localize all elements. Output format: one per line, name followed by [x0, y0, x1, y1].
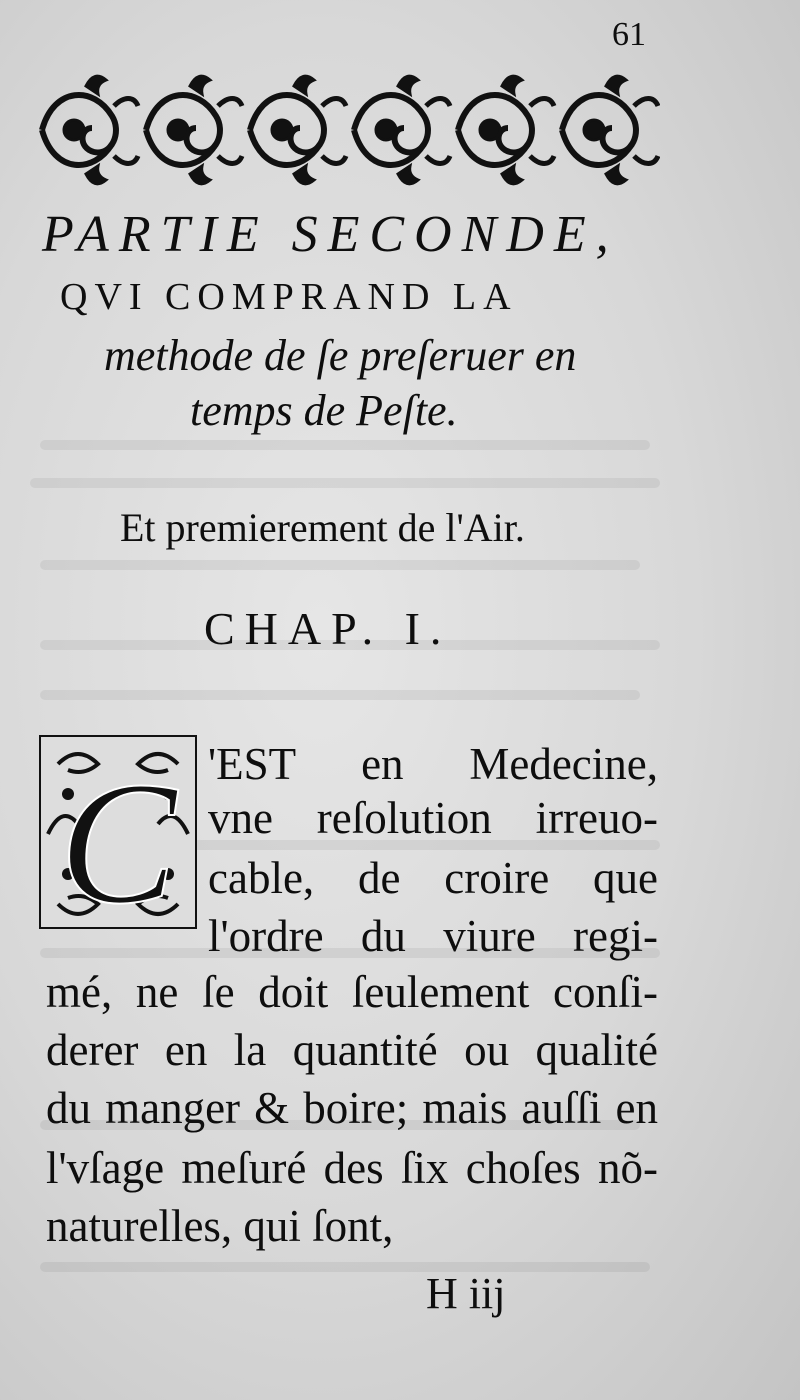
fleuron-headpiece-ornament — [34, 66, 660, 194]
body-line-7: du manger & boire; mais auſſi en — [46, 1083, 658, 1133]
body-line-3: cable, de croire que — [208, 853, 658, 903]
body-line-6: derer en la quantité ou qualité — [46, 1025, 658, 1075]
section-title-line-1: PARTIE SECONDE, — [42, 206, 619, 263]
section-subtitle: Et premierement de l'Air. — [120, 505, 525, 550]
drop-cap-letter: C — [59, 746, 177, 930]
body-line-5: mé, ne ſe doit ſeulement conſi- — [46, 967, 658, 1017]
section-title-line-2: QVI COMPRAND LA — [60, 276, 518, 318]
body-line-9: naturelles, qui ſont, — [46, 1201, 394, 1251]
body-line-2: vne reſolution irreuo- — [208, 793, 658, 843]
body-line-8: l'vſage meſuré des ſix choſes nõ- — [46, 1143, 658, 1193]
signature-mark: H iij — [426, 1269, 506, 1318]
body-line-4: l'ordre du viure regi- — [208, 911, 658, 961]
page-number: 61 — [612, 16, 646, 53]
chapter-heading: CHAP. I. — [204, 603, 452, 654]
body-line-1: 'EST en Medecine, — [208, 739, 658, 789]
decorated-initial-c-icon — [38, 734, 198, 930]
section-title-line-3: methode de ſe preſeruer en — [104, 331, 577, 380]
section-title-line-4: temps de Peſte. — [190, 386, 458, 435]
